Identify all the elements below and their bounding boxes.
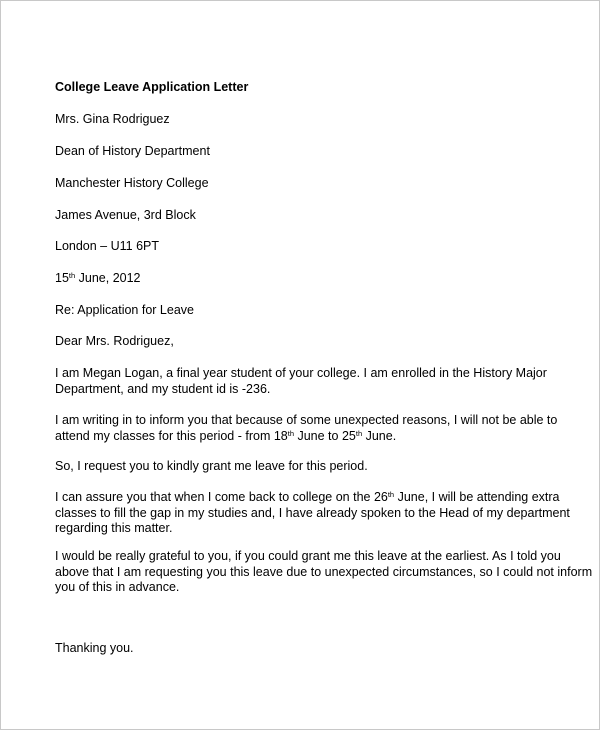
letter-title: College Leave Application Letter <box>55 80 249 94</box>
text-segment: attend my classes for this period - from 18 <box>55 428 288 443</box>
paragraph-reason <box>55 413 558 444</box>
paragraph-line: So, I request you to kindly grant me leave for this period. <box>55 459 368 473</box>
recipient-name: Mrs. Gina Rodriguez <box>55 112 170 126</box>
paragraph-assurance <box>55 490 570 537</box>
paragraph-line: Department, and my student id is -236. <box>55 381 271 396</box>
recipient-city: London – U11 6PT <box>55 239 160 253</box>
paragraph-line: regarding this matter. <box>55 521 173 535</box>
paragraph-request <box>55 459 525 475</box>
closing: Thanking you. <box>55 641 134 655</box>
ordinal-suffix: th <box>355 428 363 438</box>
paragraph-introduction <box>55 366 547 397</box>
ordinal-suffix: th <box>387 490 395 499</box>
recipient-institution: Manchester History College <box>55 176 209 190</box>
date-rest: June, 2012 <box>75 271 141 285</box>
paragraph-line: I am writing in to inform you that because of some unexpected reasons, I will not be able to <box>55 413 558 427</box>
letter-subject: Re: Application for Leave <box>55 303 194 317</box>
paragraph-line <box>55 429 525 445</box>
text-segment: I can assure you that when I come back to college on the 26 <box>55 490 388 504</box>
paragraph-line: classes to fill the gap in my studies and, I have already spoken to the Head of my department <box>55 505 570 520</box>
recipient-street: James Avenue, 3rd Block <box>55 208 196 222</box>
text-segment: June. <box>362 428 397 443</box>
recipient-position: Dean of History Department <box>55 144 210 158</box>
paragraph-gratitude <box>55 549 593 596</box>
text-segment: June, I will be attending extra <box>394 490 560 504</box>
letter-date <box>55 271 141 286</box>
salutation: Dear Mrs. Rodriguez, <box>55 334 174 348</box>
date-day: 15 <box>55 271 69 285</box>
paragraph-line: I am Megan Logan, a final year student of your college. I am enrolled in the History Major <box>55 366 547 380</box>
paragraph-line <box>55 490 560 506</box>
date-suffix: th <box>68 271 76 280</box>
paragraph-line: I would be really grateful to you, if you could grant me this leave at the earliest. As I told you <box>55 549 561 563</box>
ordinal-suffix: th <box>287 428 294 438</box>
text-segment: June to 25 <box>294 428 356 443</box>
paragraph-line: you of this in advance. <box>55 580 180 594</box>
paragraph-line: above that I am requesting you this leave due to unexpected circumstances, so I could not inform <box>55 564 593 579</box>
